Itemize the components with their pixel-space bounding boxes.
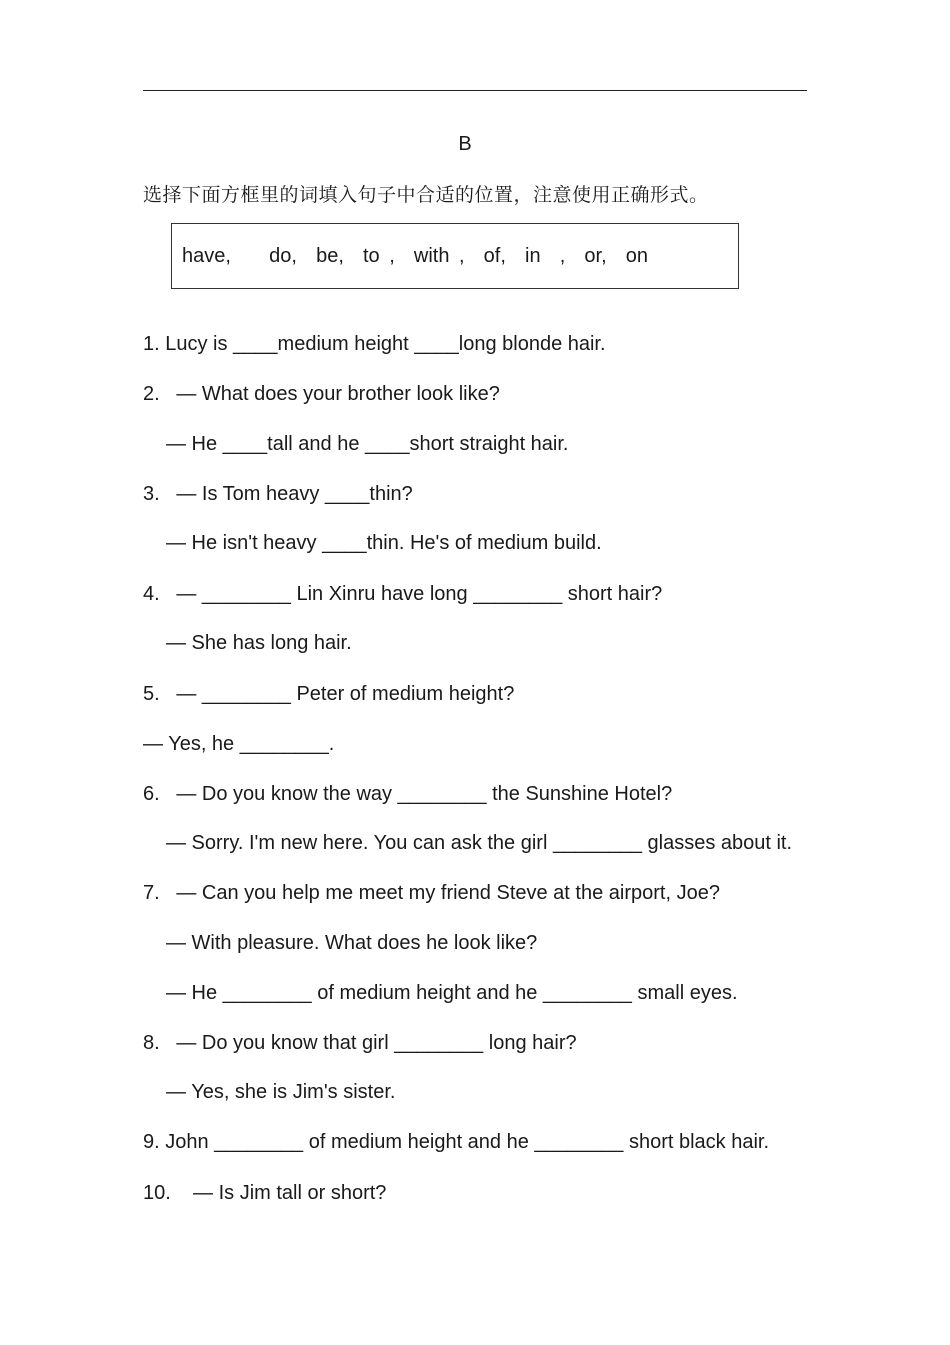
question-3-prompt: 3. — Is Tom heavy ____thin? — [143, 483, 413, 505]
question-8-prompt: 8. — Do you know that girl ________ long hair? — [143, 1032, 577, 1054]
word-bank-text: have, do, be, to , with , of, in , or, on — [182, 245, 648, 267]
question-7-prompt: 7. — Can you help me meet my friend Steve at the airport, Joe? — [143, 882, 720, 904]
question-5-answer: — Yes, he ________. — [143, 733, 335, 755]
instruction-text: 选择下面方框里的词填入句子中合适的位置，注意使用正确形式。 — [143, 184, 709, 206]
question-9: 9. John ________ of medium height and he ________ short black hair. — [143, 1131, 770, 1153]
question-4-answer: — She has long hair. — [166, 632, 352, 654]
question-10-prompt: 10. — Is Jim tall or short? — [143, 1182, 387, 1204]
top-divider — [143, 90, 807, 91]
question-5-prompt: 5. — ________ Peter of medium height? — [143, 683, 515, 705]
word-bank-box — [171, 223, 739, 289]
question-6-prompt: 6. — Do you know the way ________ the Sunshine Hotel? — [143, 783, 673, 805]
question-4-prompt: 4. — ________ Lin Xinru have long ________ short hair? — [143, 583, 663, 605]
section-title: B — [458, 133, 472, 155]
question-2-prompt: 2. — What does your brother look like? — [143, 383, 500, 405]
question-2-answer: — He ____tall and he ____short straight hair. — [166, 433, 569, 455]
question-7-reply: — With pleasure. What does he look like? — [166, 932, 538, 954]
question-8-answer: — Yes, she is Jim's sister. — [166, 1081, 396, 1103]
question-3-answer: — He isn't heavy ____thin. He's of medium build. — [166, 532, 602, 554]
question-1: 1. Lucy is ____medium height ____long blonde hair. — [143, 333, 606, 355]
question-6-answer: — Sorry. I'm new here. You can ask the girl ________ glasses about it. — [166, 832, 793, 854]
question-7-answer: — He ________ of medium height and he ________ small eyes. — [166, 982, 738, 1004]
